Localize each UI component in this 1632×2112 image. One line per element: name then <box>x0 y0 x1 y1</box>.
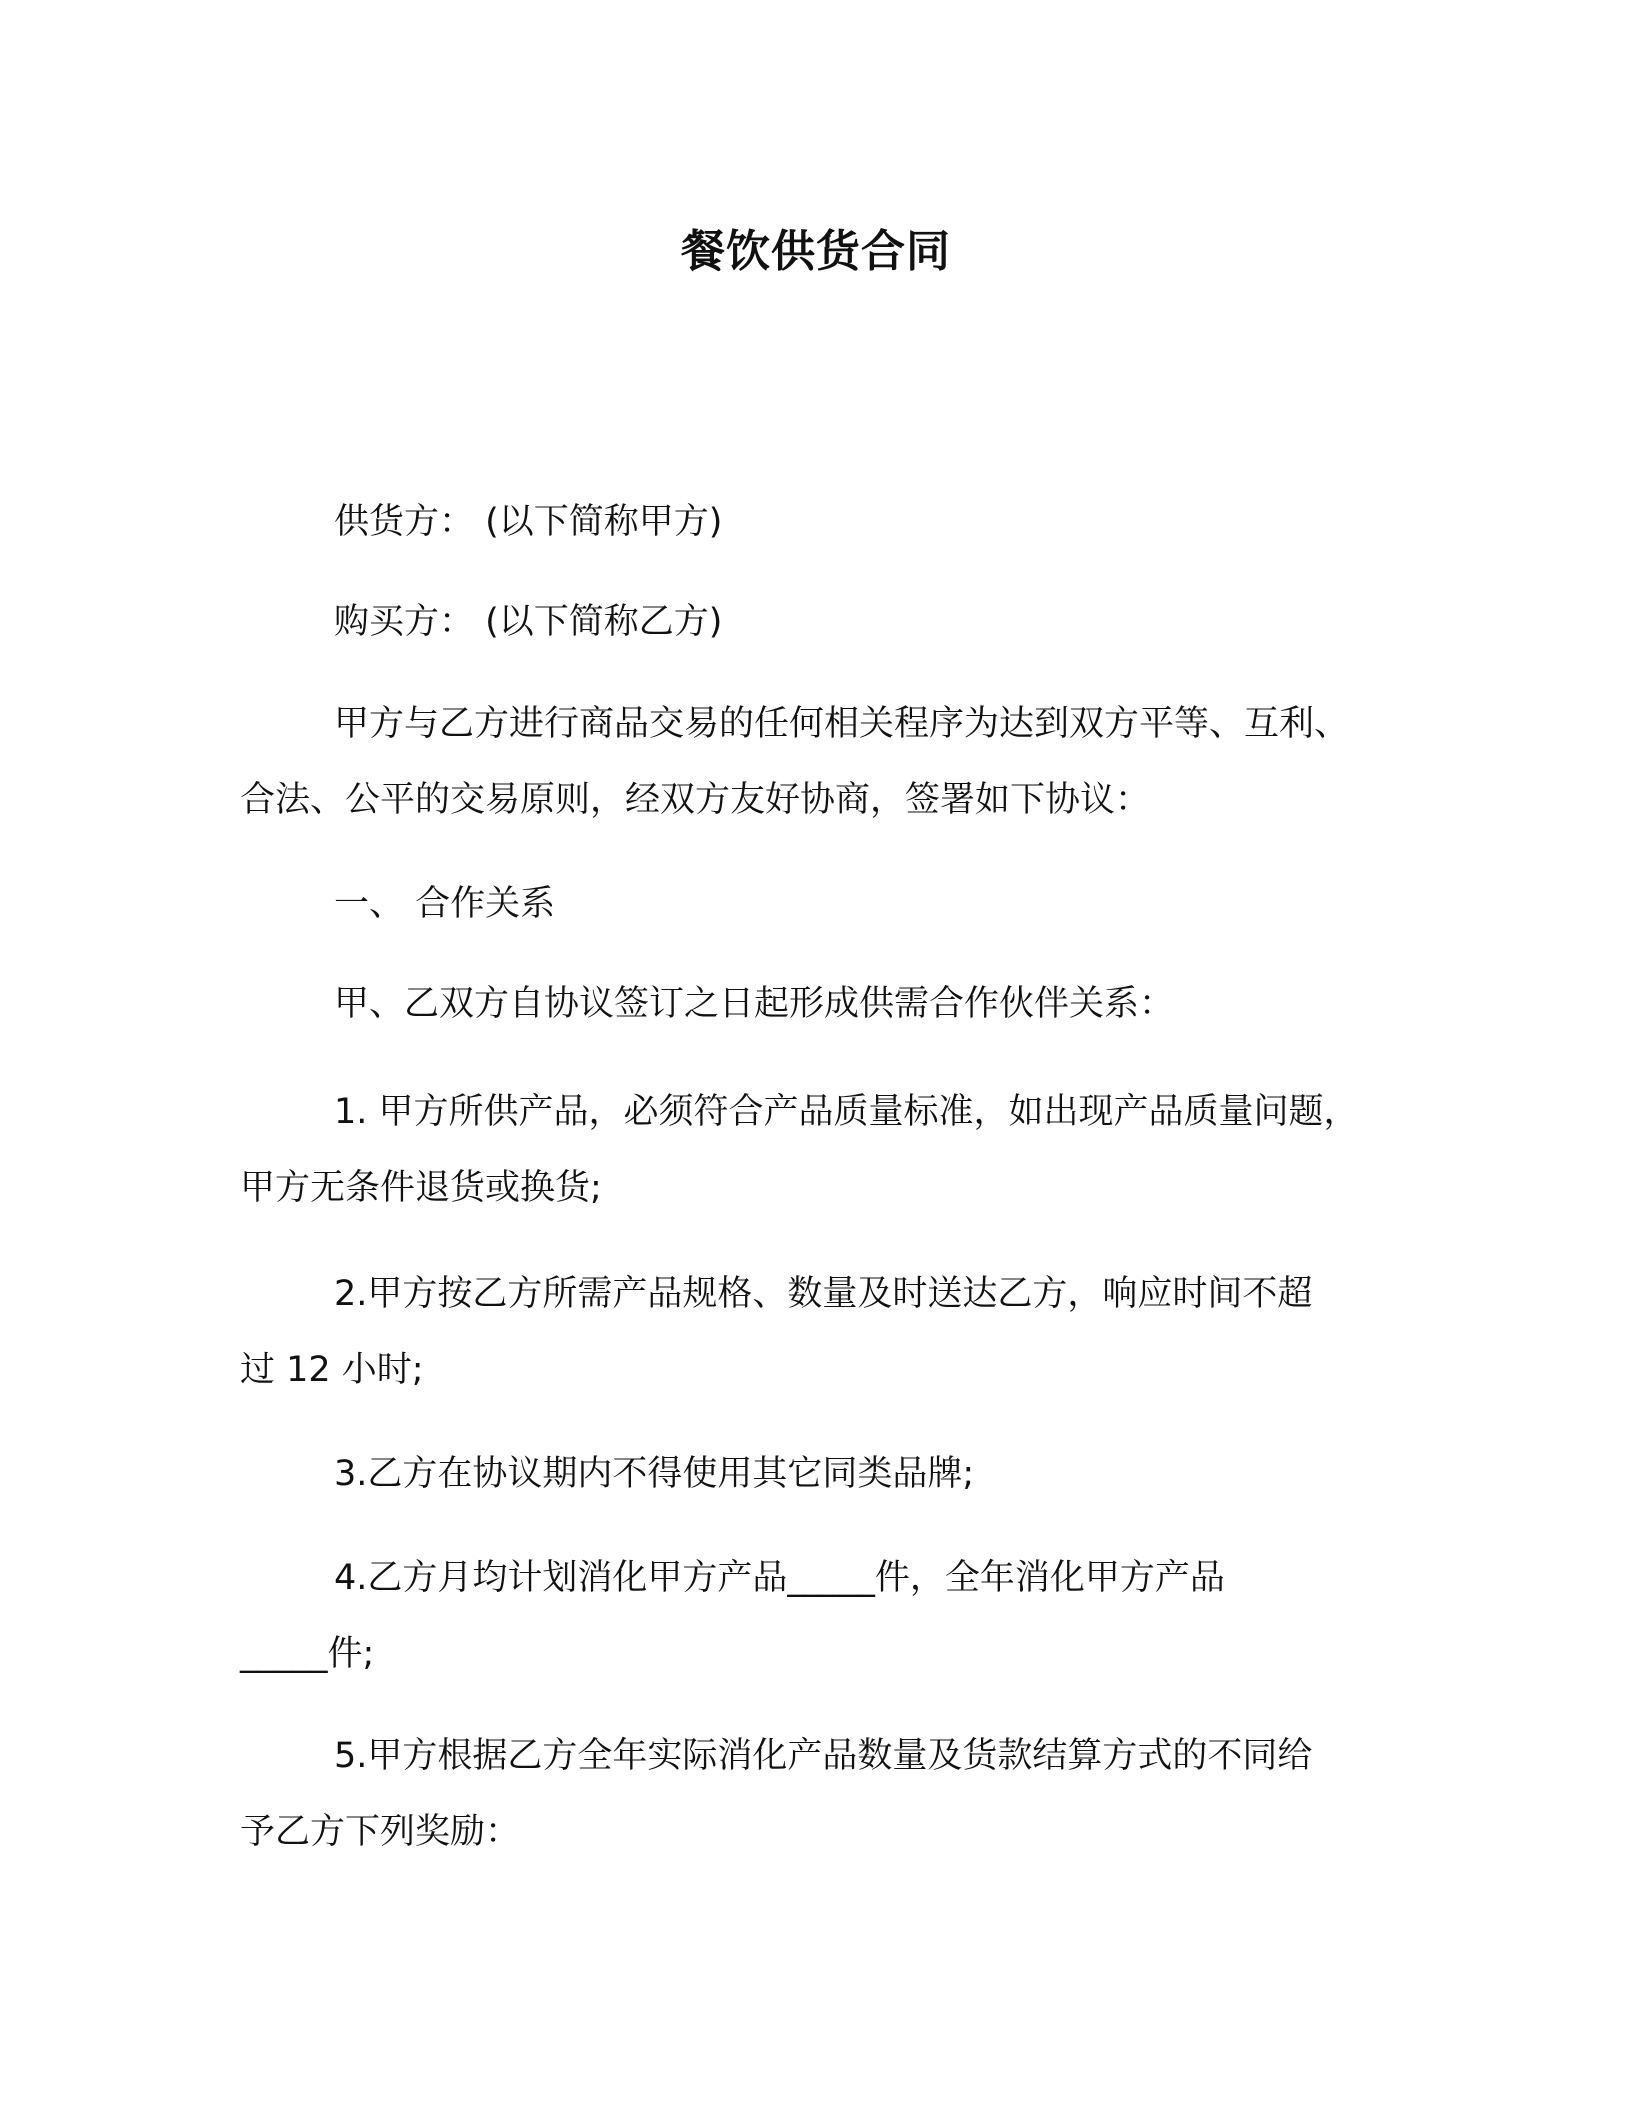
paragraph-line: 供货方： (以下简称甲方) <box>334 502 723 542</box>
clause-2 <box>240 1256 1420 1408</box>
paragraph-line: 购买方： (以下简称乙方) <box>334 602 723 642</box>
supplier-line <box>240 484 1420 560</box>
paragraph-line: 甲、乙双方自协议签订之日起形成供需合作伙伴关系： <box>334 984 1175 1024</box>
clause-5 <box>240 1718 1420 1870</box>
buyer-line <box>240 584 1420 660</box>
clause-4 <box>240 1540 1420 1692</box>
paragraph-line: 5.甲方根据乙方全年实际消化产品数量及货款结算方式的不同给 <box>334 1736 1313 1776</box>
paragraph-line: 甲方无条件退货或换货; <box>240 1168 602 1208</box>
paragraph-line: 3.乙方在协议期内不得使用其它同类品牌; <box>334 1454 975 1494</box>
paragraph-line: 4.乙方月均计划消化甲方产品_____件，全年消化甲方产品 <box>334 1558 1225 1598</box>
paragraph-line: 一、 合作关系 <box>334 884 556 924</box>
preamble-paragraph <box>240 686 1420 838</box>
clause-3 <box>240 1436 1420 1512</box>
paragraph-line: 合法、公平的交易原则，经双方友好协商，签署如下协议： <box>240 780 1151 820</box>
paragraph-line: 甲方与乙方进行商品交易的任何相关程序为达到双方平等、互利、 <box>334 704 1350 744</box>
paragraph-line: 1. 甲方所供产品，必须符合产品质量标准，如出现产品质量问题， <box>334 1092 1359 1132</box>
clause-1 <box>240 1074 1420 1226</box>
document-title: 餐饮供货合同 <box>681 226 951 277</box>
paragraph-line: 予乙方下列奖励： <box>240 1812 521 1852</box>
section-heading <box>240 866 1420 942</box>
paragraph-line: _____件; <box>240 1634 375 1674</box>
paragraph-line: 2.甲方按乙方所需产品规格、数量及时送达乙方，响应时间不超 <box>334 1274 1313 1314</box>
partnership-paragraph <box>240 966 1420 1042</box>
paragraph-line: 过 12 小时; <box>240 1350 424 1390</box>
